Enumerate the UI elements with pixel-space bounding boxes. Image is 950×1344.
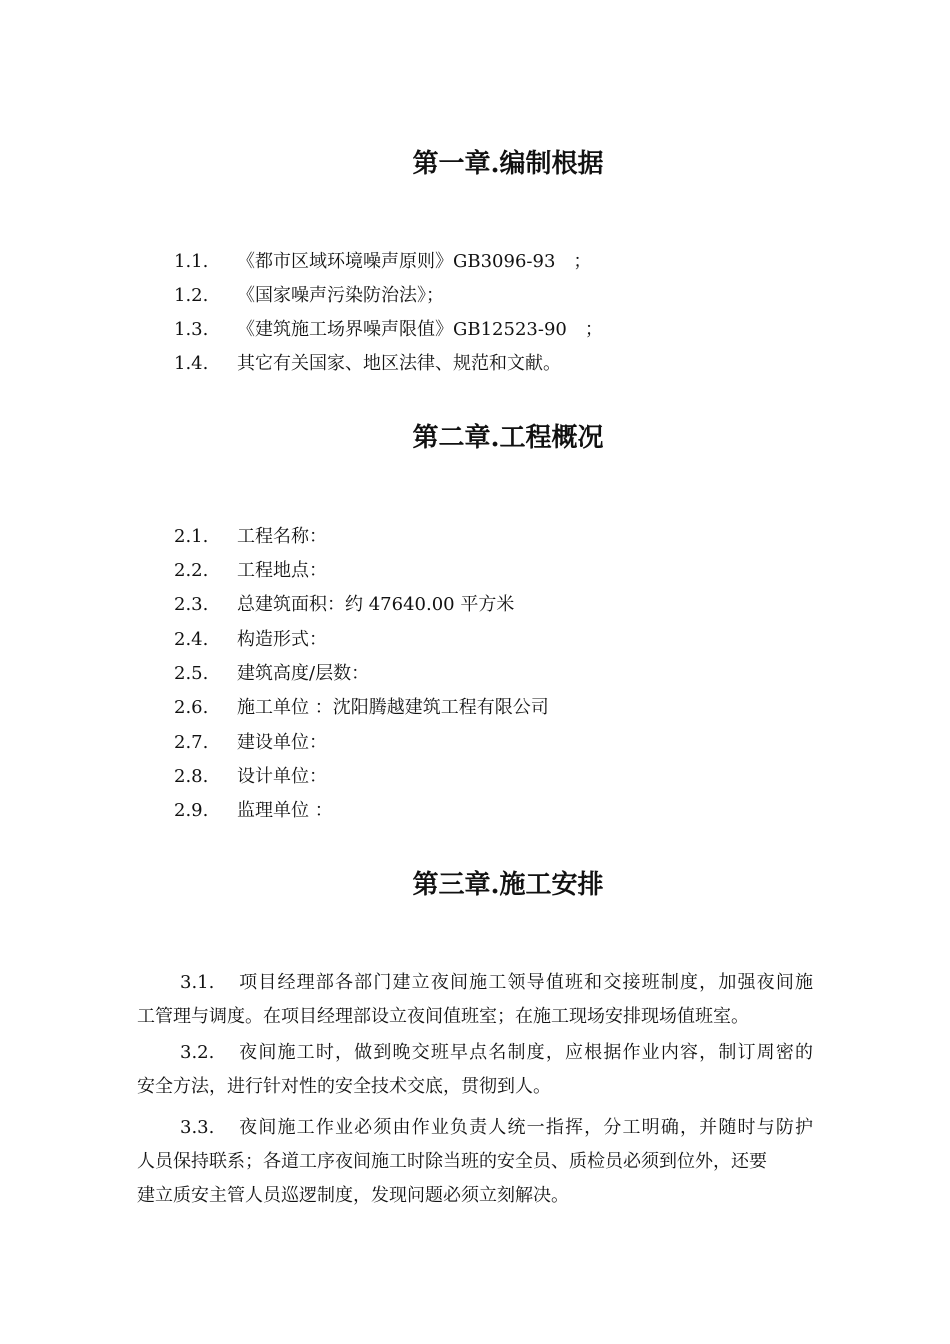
list-item: [174, 350, 561, 378]
list-item: [174, 248, 591, 276]
item-number: 2.7.: [174, 732, 209, 753]
item-number: 2.5.: [174, 663, 209, 684]
item-text: 其它有关国家、地区法律、规范和文献。: [237, 353, 561, 374]
item-text: 《都市区域环境噪声原则》GB3096-93 ；: [237, 251, 592, 272]
list-item: [174, 763, 327, 791]
item-number: 2.3.: [174, 594, 209, 615]
paragraph-line: 安全方法，进行针对性的安全技术交底，贯彻到人。: [137, 1076, 551, 1097]
chapter-2-title: 第二章.工程概况: [412, 423, 604, 453]
item-text: 施工单位 ：沈阳腾越建筑工程有限公司: [237, 697, 549, 718]
item-number: 2.1.: [174, 526, 209, 547]
chapter-3-title: 第三章.施工安排: [412, 870, 604, 900]
list-item: [174, 523, 327, 551]
paragraph-line: 夜间施工时，做到晚交班早点名制度，应根据作业内容，制订周密的: [238, 1042, 813, 1063]
item-number: 1.2.: [174, 285, 209, 306]
paragraph-line: 人员保持联系；各道工序夜间施工时除当班的安全员、质检员必须到位外，还要: [137, 1151, 767, 1172]
item-text: 设计单位：: [237, 766, 327, 787]
paragraph-number: 3.1.: [180, 972, 215, 993]
item-text: 建筑高度/层数：: [237, 663, 370, 684]
list-item: [174, 626, 327, 654]
item-text: 工程名称：: [237, 526, 327, 547]
item-text: 总建筑面积：约 47640.00 平方米: [237, 594, 515, 615]
list-item: [174, 694, 549, 722]
list-item: [174, 797, 333, 825]
item-number: 2.8.: [174, 766, 209, 787]
item-text: 建设单位：: [237, 732, 327, 753]
list-item: [174, 316, 603, 344]
item-text: 工程地点：: [237, 560, 327, 581]
paragraph: [137, 966, 813, 1034]
item-number: 2.9.: [174, 800, 209, 821]
paragraph-line: 工管理与调度。在项目经理部设立夜间值班室；在施工现场安排现场值班室。: [137, 1006, 749, 1027]
list-item: [174, 282, 444, 310]
item-number: 2.6.: [174, 697, 209, 718]
paragraph: [137, 1036, 813, 1104]
list-item: [174, 660, 369, 688]
paragraph-number: 3.2.: [180, 1042, 215, 1063]
chapter-1-title: 第一章.编制根据: [412, 149, 604, 179]
item-text: 《国家噪声污染防治法》；: [237, 285, 444, 306]
paragraph-line: 建立质安主管人员巡逻制度，发现问题必须立刻解决。: [137, 1185, 569, 1206]
item-number: 1.3.: [174, 319, 209, 340]
list-item: [174, 557, 327, 585]
item-text: 《建筑施工场界噪声限值》GB12523-90 ；: [237, 319, 603, 340]
list-item: [174, 591, 514, 619]
paragraph-line: 项目经理部各部门建立夜间施工领导值班和交接班制度，加强夜间施: [238, 972, 813, 993]
item-number: 2.4.: [174, 629, 209, 650]
item-number: 1.4.: [174, 353, 209, 374]
paragraph: [137, 1111, 813, 1213]
item-text: 监理单位 ：: [237, 800, 333, 821]
list-item: [174, 729, 327, 757]
item-number: 1.1.: [174, 251, 209, 272]
paragraph-line: 夜间施工作业必须由作业负责人统一指挥，分工明确，并随时与防护: [238, 1117, 813, 1138]
item-text: 构造形式：: [237, 629, 327, 650]
item-number: 2.2.: [174, 560, 209, 581]
paragraph-number: 3.3.: [180, 1117, 215, 1138]
